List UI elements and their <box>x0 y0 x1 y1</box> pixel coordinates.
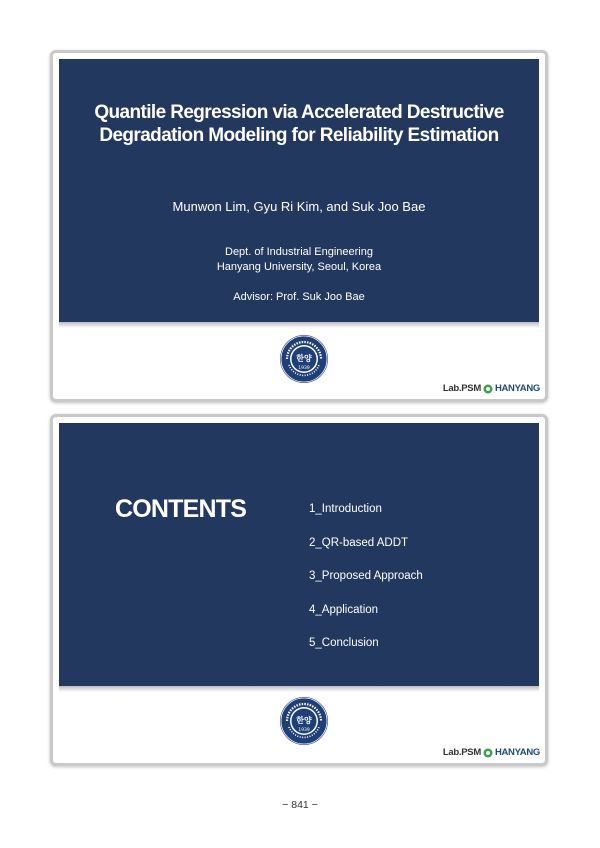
affiliation-line-2: Hanyang University, Seoul, Korea <box>216 261 382 273</box>
table-of-contents <box>309 503 423 671</box>
presentation-title <box>59 101 539 147</box>
contents-slide <box>50 414 548 766</box>
title-slide <box>50 50 548 402</box>
contents-slide-panel <box>59 423 539 686</box>
university-seal-icon <box>279 696 329 746</box>
lab-logo-mark-icon <box>483 748 493 758</box>
authors: Munwon Lim, Gyu Ri Kim, and Suk Joo Bae <box>172 199 426 214</box>
affiliation-line-1: Dept. of Industrial Engineering <box>225 246 373 258</box>
lab-logo-university: HANYANG <box>494 747 540 758</box>
lab-logo-university: HANYANG <box>494 383 540 394</box>
seal-center-text: 한양 <box>296 354 312 363</box>
panel-shadow <box>59 686 539 692</box>
toc-item-qr-based-addt: 2_QR-based ADDT <box>309 536 409 549</box>
toc-item-application: 4_Application <box>309 603 379 616</box>
affiliation <box>59 245 539 275</box>
panel-shadow <box>59 322 539 328</box>
lab-logo-text: Lab.PSM <box>442 747 481 758</box>
lab-logo-icon <box>443 383 540 394</box>
title-line-2: Degradation Modeling for Reliability Estimation <box>99 125 499 146</box>
lab-logo-text: Lab.PSM <box>442 383 481 394</box>
advisor: Advisor: Prof. Suk Joo Bae <box>233 291 365 303</box>
toc-item-conclusion: 5_Conclusion <box>309 637 379 649</box>
lab-logo-icon <box>443 747 540 758</box>
contents-heading: CONTENTS <box>115 495 247 523</box>
seal-year: 1939 <box>298 728 310 733</box>
seal-center-text: 한양 <box>296 716 312 725</box>
page-number: − 841 − <box>282 799 318 811</box>
lab-logo-mark-icon <box>483 384 493 394</box>
seal-year: 1939 <box>298 366 310 371</box>
toc-item-introduction: 1_Introduction <box>309 503 382 515</box>
university-seal-icon <box>279 334 329 384</box>
toc-item-proposed-approach: 3_Proposed Approach <box>309 570 423 582</box>
title-slide-panel <box>59 59 539 322</box>
title-line-1: Quantile Regression via Accelerated Destructive <box>94 102 504 123</box>
